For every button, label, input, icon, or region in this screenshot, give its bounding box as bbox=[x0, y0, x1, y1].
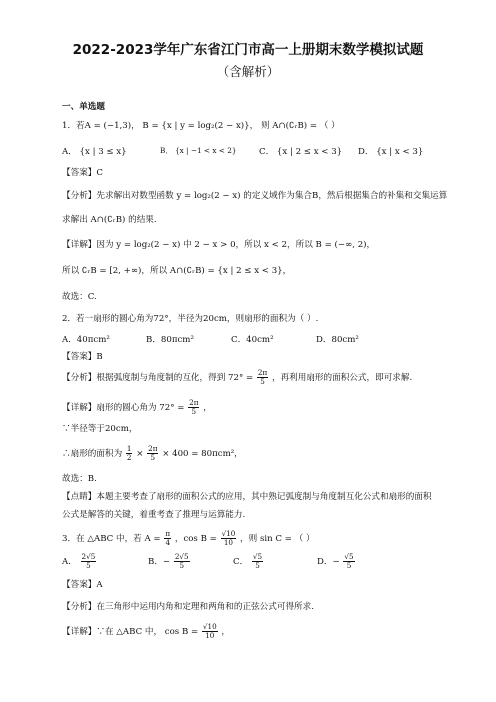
q3-option-c bbox=[233, 553, 264, 570]
fraction-denominator: 5 bbox=[86, 561, 91, 570]
q2-detail bbox=[62, 399, 212, 416]
fraction-numerator: π bbox=[165, 529, 171, 538]
q2-comment-line1: 【点睛】本题主要考查了扇形的面积公式的应用，其中熟记弧度制与角度制互化公式和扇形的面积 bbox=[62, 492, 432, 502]
q2-comment-line2: 公式是解答的关键，着重考查了推理与运算能力. bbox=[62, 510, 246, 520]
q1-analysis-line2: 求解出 A∩(∁ᵣB) 的结果. bbox=[62, 215, 157, 225]
q3-cos-fraction bbox=[221, 530, 237, 547]
q2-area-fraction-1 bbox=[126, 445, 133, 462]
fraction-denominator: 5 bbox=[191, 407, 197, 416]
fraction-denominator: 5 bbox=[255, 561, 260, 570]
q2-area-fraction-2 bbox=[147, 445, 158, 462]
q2-analysis-fraction bbox=[257, 369, 268, 386]
fraction-denominator: 4 bbox=[165, 538, 171, 547]
q3-analysis: 【分析】在三角形中运用内角和定理和两角和的正弦公式可得所求. bbox=[62, 602, 314, 612]
fraction-denominator: 10 bbox=[223, 538, 233, 547]
document-title: 2022-2023学年广东省江门市高一上册期末数学模拟试题 bbox=[72, 42, 424, 58]
q2-area-part1: ∴扇形的面积为 bbox=[62, 449, 123, 459]
q2-option-d: D．80cm² bbox=[316, 335, 359, 345]
fraction-numerator: 2π bbox=[148, 444, 158, 453]
q1-choose: 故选：C. bbox=[62, 292, 97, 302]
fraction-denominator: 5 bbox=[179, 561, 185, 570]
option-fraction bbox=[174, 553, 190, 570]
option-label: A． bbox=[62, 557, 77, 567]
q2-stem: 2．若一扇形的圆心角为72°，半径为20cm，则扇形的面积为（ ）. bbox=[62, 314, 319, 324]
fraction-numerator: 2π bbox=[189, 398, 199, 407]
option-fraction bbox=[81, 553, 97, 570]
q2-choose: 故选：B. bbox=[62, 474, 97, 484]
fraction-denominator: 2 bbox=[126, 453, 132, 462]
q3-stem-part2: ，cos B = bbox=[174, 534, 217, 544]
fraction-denominator: 5 bbox=[150, 453, 156, 462]
q3-stem bbox=[62, 530, 315, 547]
q3-option-a bbox=[62, 553, 97, 570]
q3-stem-part3: ，则 sin C = （ ） bbox=[240, 534, 315, 544]
q2-option-c: C．40cm² bbox=[231, 335, 274, 345]
q3-answer: 【答案】A bbox=[62, 580, 103, 590]
fraction-denominator: 5 bbox=[260, 377, 265, 386]
q1-analysis-line1: 【分析】先求解出对数型函数 y = log₂(2 − x) 的定义域作为集合B，然后根据集合的补集和交集运算 bbox=[62, 191, 448, 201]
q2-option-a: A．40πcm² bbox=[62, 335, 110, 345]
option-label: C． bbox=[233, 557, 249, 567]
q2-analysis-part1: 【分析】根据弧度制与角度制的互化，得到 72° = bbox=[62, 373, 254, 383]
q3-stem-part1: 3．在 △ABC 中，若 A = bbox=[62, 534, 161, 544]
fraction-numerator: √5 bbox=[344, 552, 354, 561]
q1-detail-line2: 所以 ∁ᵣB = [2, +∞)，所以 A∩(∁ᵣB) = {x | 2 ≤ x < 3}， bbox=[62, 266, 292, 276]
q2-radius-line: ∵半径等于20cm， bbox=[62, 424, 138, 434]
fraction-numerator: √5 bbox=[252, 552, 263, 561]
q1-option-c: C． {x | 2 ≤ x < 3} bbox=[259, 147, 343, 157]
q2-analysis-part2: ，再利用扇形的面积公式，即可求解. bbox=[271, 373, 413, 383]
fraction-numerator: 2√5 bbox=[174, 552, 189, 561]
q2-detail-part1: 【详解】扇形的圆心角为 72° = bbox=[62, 403, 185, 413]
q2-analysis bbox=[62, 369, 412, 386]
fraction-numerator: √10 bbox=[202, 622, 217, 631]
fraction-numerator: √10 bbox=[221, 529, 236, 538]
fraction-denominator: 5 bbox=[346, 561, 352, 570]
option-fraction bbox=[252, 553, 263, 570]
q1-answer: 【答案】C bbox=[62, 168, 103, 178]
q2-detail-fraction bbox=[188, 399, 199, 416]
document-subtitle: （含解析） bbox=[216, 64, 280, 79]
q2-area-line bbox=[62, 445, 243, 462]
option-label: B．− bbox=[148, 557, 171, 567]
fraction-denominator: 10 bbox=[205, 631, 215, 640]
q3-detail-part1: 【详解】∵在 △ABC 中， cos B = bbox=[62, 627, 199, 637]
q1-option-a: A． {x | 3 ≤ x} bbox=[62, 147, 127, 157]
q2-answer: 【答案】B bbox=[62, 352, 103, 362]
option-label: D．− bbox=[317, 557, 340, 567]
option-fraction bbox=[343, 553, 354, 570]
q3-option-d bbox=[317, 553, 356, 570]
q2-option-b: B．80πcm² bbox=[146, 335, 194, 345]
q1-stem: 1．若A = (−1,3)， B = {x | y = log₂(2 − x)}， 则 A∩(∁ᵣB) = （ ） bbox=[62, 121, 340, 131]
q3-option-b bbox=[148, 553, 191, 570]
q1-option-d: D． {x | x < 3} bbox=[358, 147, 424, 157]
q2-area-part2: × 400 = 80πcm²， bbox=[162, 449, 243, 459]
q1-detail-line1: 【详解】因为 y = log₂(2 − x) 中 2 − x > 0，所以 x < 2，所以 B = (−∞, 2)， bbox=[62, 240, 376, 250]
q2-detail-part2: ， bbox=[203, 403, 212, 413]
section-heading: 一、单选题 bbox=[62, 102, 105, 112]
fraction-numerator: 1 bbox=[126, 444, 132, 453]
q3-detail-part2: ， bbox=[221, 627, 230, 637]
fraction-numerator: 2√5 bbox=[81, 552, 96, 561]
q3-angle-fraction bbox=[164, 530, 171, 547]
fraction-numerator: 2π bbox=[257, 368, 268, 377]
q1-option-b: B． {x | −1 < x < 2} bbox=[160, 146, 237, 155]
q3-detail bbox=[62, 623, 230, 640]
q2-area-times: × bbox=[136, 449, 144, 459]
q3-detail-fraction bbox=[202, 623, 218, 640]
